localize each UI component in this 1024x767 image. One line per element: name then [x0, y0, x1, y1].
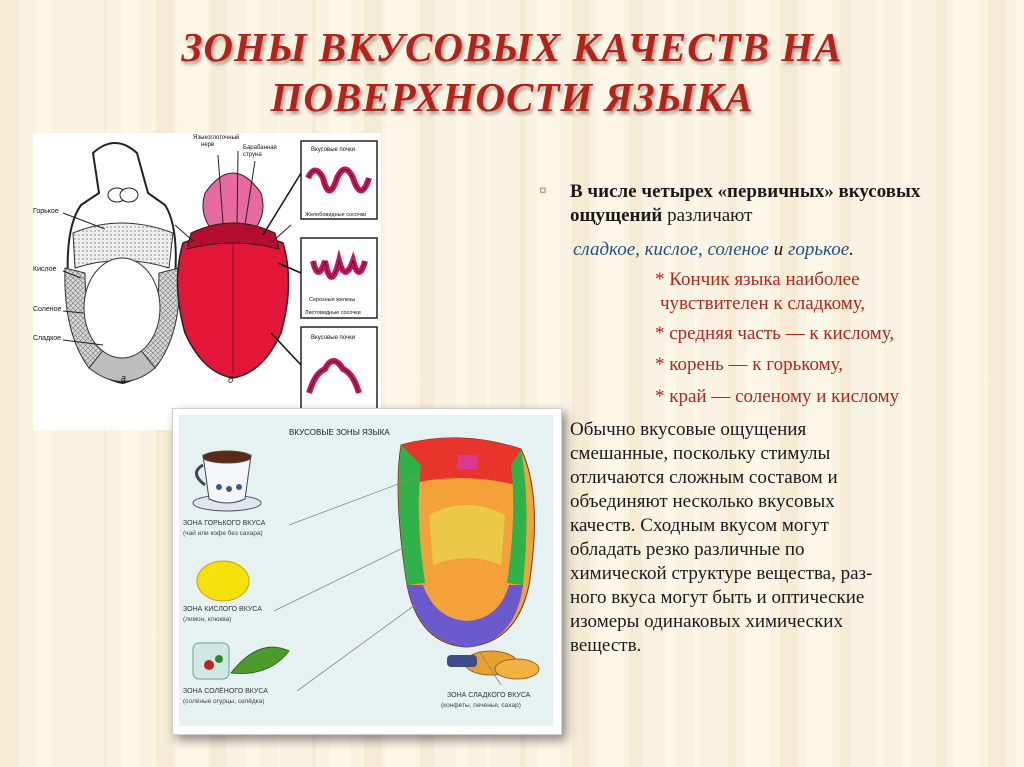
- taste-zones-title: ВКУСОВЫЕ ЗОНЫ ЯЗЫКА: [289, 428, 390, 437]
- lead-bold-text: В числе четырех «первичных» вкусовых ощущений: [570, 181, 921, 226]
- panel2-top-label: Серозные железы: [309, 297, 356, 303]
- body-line: химической структуре вещества, раз-: [570, 563, 873, 584]
- connector-line: [263, 173, 301, 235]
- salty-example: (солёные огурцы, селёдка): [183, 698, 265, 705]
- lead-normal-text: различают: [662, 205, 753, 226]
- tongue-zones-outline: [65, 143, 180, 383]
- tongue-anatomy-drawing: [33, 133, 381, 430]
- sweet-example: (конфеты, печенье, сахар): [441, 702, 521, 709]
- body-line: объединяют несколько вкусовых: [570, 491, 835, 512]
- tongue-innervation: [175, 151, 291, 378]
- bitter-example: (чай или кофе без сахара): [183, 530, 263, 537]
- nerve-label: Языкоглоточный: [193, 135, 240, 141]
- salty-zone-label: ЗОНА СОЛЁНОГО ВКУСА: [183, 688, 268, 695]
- label-salty: Соленое: [33, 306, 62, 313]
- body-line: ного вкуса могут быть и оптические: [570, 587, 865, 608]
- item-middle: * средняя часть — к кислому,: [655, 323, 895, 344]
- slide-title: [60, 22, 964, 122]
- taste-list: [573, 238, 993, 262]
- bitter-zone-label: ЗОНА ГОРЬКОГО ВКУСА: [183, 520, 266, 527]
- papillae-panel-2: [301, 238, 377, 318]
- label-sweet: Сладкое: [33, 335, 62, 342]
- end-dot: .: [849, 239, 854, 260]
- taste-bitter: горькое: [788, 239, 850, 260]
- body-line: Обычно вкусовые ощущения: [570, 419, 807, 440]
- tongue-anatomy-figure: [33, 133, 381, 430]
- body-line: веществ.: [570, 635, 642, 656]
- sweet-zone-label: ЗОНА СЛАДКОГО ВКУСА: [447, 692, 531, 699]
- panel1-top-label: Вкусовые почки: [311, 147, 356, 153]
- item-root: * корень — к горькому,: [655, 354, 844, 375]
- nerve-label-2: нерв: [201, 142, 215, 148]
- chorda-label-2: струна: [243, 152, 262, 158]
- bullet-icon: ¤: [539, 183, 547, 199]
- tea-cup-image: [193, 451, 261, 511]
- papillae-panel-1: [301, 141, 377, 219]
- taste-zones-canvas: [179, 415, 553, 726]
- body-line: смешанные, поскольку стимулы: [570, 443, 831, 464]
- label-sour: Кислое: [33, 266, 57, 273]
- taste-sour: кислое: [644, 239, 698, 260]
- taste-zones-drawing: [179, 415, 553, 726]
- sour-zone-label: ЗОНА КИСЛОГО ВКУСА: [183, 606, 262, 613]
- lead-paragraph: [570, 180, 990, 228]
- taste-zones-figure: [172, 408, 562, 735]
- sweets-image: [447, 651, 539, 679]
- body-line: изомеры одинаковых химических: [570, 611, 843, 632]
- item-edge: * край — соленому и кислому: [655, 386, 900, 407]
- label-bitter: Горькое: [33, 208, 59, 215]
- taste-salty: соленое: [707, 239, 769, 260]
- panel2-bottom-label: Листовидные сосочки: [305, 310, 361, 316]
- label-a: а: [121, 373, 127, 383]
- body-line: отличаются сложным составом и: [570, 467, 838, 488]
- panel1-bottom-label: Желобовидные сосочки: [305, 212, 367, 218]
- and-word: и: [769, 239, 788, 260]
- panel3-top-label: Вкусовые почки: [311, 335, 356, 341]
- title-line-2: ПОВЕРХНОСТИ ЯЗЫКА: [270, 74, 754, 120]
- label-b: б: [228, 375, 234, 385]
- taste-sweet: сладкое: [573, 239, 636, 260]
- separator: ,: [697, 239, 708, 260]
- item-tip-line2: чувствителен к сладкому,: [660, 293, 866, 314]
- body-line: качеств. Сходным вкусом могут: [570, 515, 829, 536]
- pickles-image: [193, 643, 289, 679]
- separator: ,: [635, 239, 645, 260]
- chorda-label: Барабанная: [243, 145, 277, 151]
- item-tip-line1: * Кончик языка наиболее: [655, 269, 860, 290]
- title-line-1: ЗОНЫ ВКУСОВЫХ КАЧЕСТВ НА: [181, 24, 843, 70]
- connector-line: [271, 333, 301, 365]
- sour-example: (лимон, клюква): [183, 616, 232, 623]
- body-paragraph: [570, 418, 1010, 658]
- lemon-image: [197, 561, 249, 601]
- body-line: обладать резко различные по: [570, 539, 805, 560]
- colored-tongue-image: [398, 438, 534, 647]
